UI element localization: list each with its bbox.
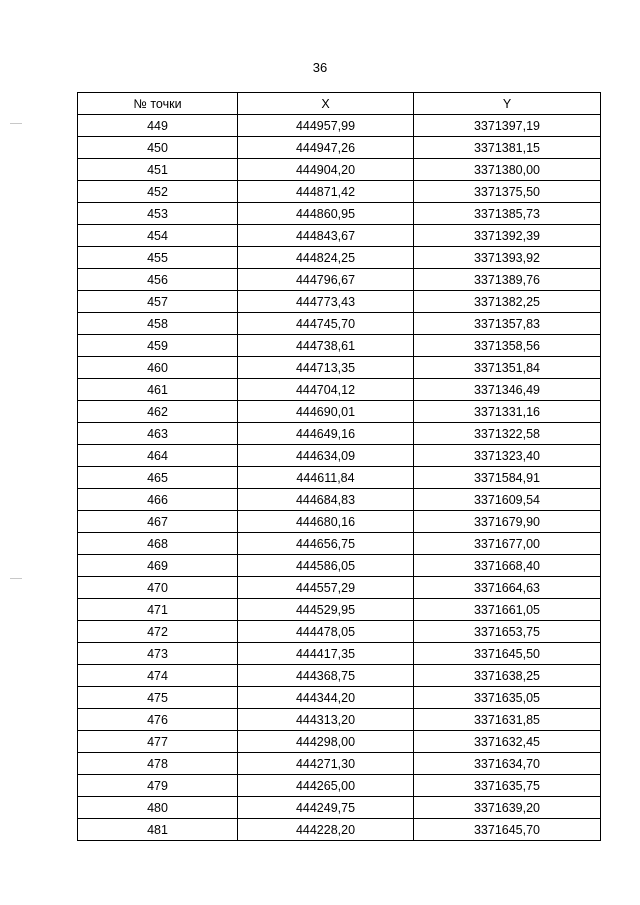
y-coordinate-cell: 3371639,20 [414, 797, 601, 819]
point-number-cell: 460 [78, 357, 238, 379]
table-row [78, 489, 601, 511]
point-number-cell: 467 [78, 511, 238, 533]
table-row [78, 423, 601, 445]
x-coordinate-cell: 444228,20 [238, 819, 414, 841]
y-coordinate-cell: 3371346,49 [414, 379, 601, 401]
y-coordinate-cell: 3371634,70 [414, 753, 601, 775]
table-row [78, 247, 601, 269]
x-coordinate-cell: 444344,20 [238, 687, 414, 709]
point-number-cell: 449 [78, 115, 238, 137]
point-number-cell: 466 [78, 489, 238, 511]
y-coordinate-cell: 3371358,56 [414, 335, 601, 357]
table-row [78, 731, 601, 753]
point-number-cell: 476 [78, 709, 238, 731]
x-coordinate-cell: 444417,35 [238, 643, 414, 665]
table-row [78, 313, 601, 335]
point-number-cell: 472 [78, 621, 238, 643]
point-number-cell: 481 [78, 819, 238, 841]
y-coordinate-cell: 3371664,63 [414, 577, 601, 599]
table-row [78, 643, 601, 665]
point-number-cell: 464 [78, 445, 238, 467]
y-coordinate-cell: 3371331,16 [414, 401, 601, 423]
x-coordinate-cell: 444843,67 [238, 225, 414, 247]
point-number-cell: 459 [78, 335, 238, 357]
y-coordinate-cell: 3371351,84 [414, 357, 601, 379]
y-coordinate-cell: 3371661,05 [414, 599, 601, 621]
table-header [78, 93, 601, 115]
table-row [78, 665, 601, 687]
x-coordinate-cell: 444649,16 [238, 423, 414, 445]
table-row [78, 445, 601, 467]
y-coordinate-cell: 3371392,39 [414, 225, 601, 247]
x-coordinate-cell: 444773,43 [238, 291, 414, 313]
point-number-cell: 462 [78, 401, 238, 423]
table-row [78, 511, 601, 533]
table-row [78, 775, 601, 797]
x-coordinate-cell: 444478,05 [238, 621, 414, 643]
y-coordinate-cell: 3371645,70 [414, 819, 601, 841]
x-coordinate-cell: 444824,25 [238, 247, 414, 269]
point-number-cell: 478 [78, 753, 238, 775]
x-coordinate-cell: 444738,61 [238, 335, 414, 357]
table-row [78, 819, 601, 841]
y-coordinate-cell: 3371645,50 [414, 643, 601, 665]
y-coordinate-cell: 3371380,00 [414, 159, 601, 181]
y-coordinate-cell: 3371609,54 [414, 489, 601, 511]
table-body [78, 115, 601, 841]
point-number-cell: 470 [78, 577, 238, 599]
point-number-cell: 455 [78, 247, 238, 269]
point-number-cell: 453 [78, 203, 238, 225]
table-row [78, 709, 601, 731]
point-number-cell: 452 [78, 181, 238, 203]
x-coordinate-cell: 444586,05 [238, 555, 414, 577]
point-number-cell: 450 [78, 137, 238, 159]
table-row [78, 401, 601, 423]
point-number-cell: 456 [78, 269, 238, 291]
x-coordinate-cell: 444656,75 [238, 533, 414, 555]
point-number-cell: 465 [78, 467, 238, 489]
x-coordinate-cell: 444271,30 [238, 753, 414, 775]
point-number-cell: 475 [78, 687, 238, 709]
y-coordinate-cell: 3371679,90 [414, 511, 601, 533]
y-coordinate-cell: 3371389,76 [414, 269, 601, 291]
table-row [78, 467, 601, 489]
point-number-cell: 477 [78, 731, 238, 753]
header-point-number: № точки [78, 93, 238, 115]
x-coordinate-cell: 444796,67 [238, 269, 414, 291]
point-number-cell: 469 [78, 555, 238, 577]
table-row [78, 269, 601, 291]
point-number-cell: 463 [78, 423, 238, 445]
y-coordinate-cell: 3371638,25 [414, 665, 601, 687]
y-coordinate-cell: 3371635,75 [414, 775, 601, 797]
point-number-cell: 474 [78, 665, 238, 687]
y-coordinate-cell: 3371323,40 [414, 445, 601, 467]
x-coordinate-cell: 444680,16 [238, 511, 414, 533]
x-coordinate-cell: 444557,29 [238, 577, 414, 599]
point-number-cell: 468 [78, 533, 238, 555]
x-coordinate-cell: 444684,83 [238, 489, 414, 511]
table-row [78, 181, 601, 203]
x-coordinate-cell: 444947,26 [238, 137, 414, 159]
page-number: 36 [312, 60, 328, 75]
y-coordinate-cell: 3371382,25 [414, 291, 601, 313]
table-row [78, 533, 601, 555]
x-coordinate-cell: 444529,95 [238, 599, 414, 621]
x-coordinate-cell: 444871,42 [238, 181, 414, 203]
y-coordinate-cell: 3371385,73 [414, 203, 601, 225]
x-coordinate-cell: 444690,01 [238, 401, 414, 423]
table-row [78, 577, 601, 599]
y-coordinate-cell: 3371668,40 [414, 555, 601, 577]
margin-mark-bottom [10, 578, 22, 579]
x-coordinate-cell: 444904,20 [238, 159, 414, 181]
point-number-cell: 471 [78, 599, 238, 621]
x-coordinate-cell: 444634,09 [238, 445, 414, 467]
table-row [78, 753, 601, 775]
point-number-cell: 451 [78, 159, 238, 181]
point-number-cell: 473 [78, 643, 238, 665]
x-coordinate-cell: 444860,95 [238, 203, 414, 225]
header-row [78, 93, 601, 115]
x-coordinate-cell: 444957,99 [238, 115, 414, 137]
table-row [78, 621, 601, 643]
table-row [78, 115, 601, 137]
y-coordinate-cell: 3371381,15 [414, 137, 601, 159]
point-number-cell: 457 [78, 291, 238, 313]
x-coordinate-cell: 444745,70 [238, 313, 414, 335]
coordinates-table [77, 92, 601, 841]
x-coordinate-cell: 444249,75 [238, 797, 414, 819]
table-row [78, 555, 601, 577]
x-coordinate-cell: 444265,00 [238, 775, 414, 797]
y-coordinate-cell: 3371375,50 [414, 181, 601, 203]
header-x: X [238, 93, 414, 115]
table-row [78, 687, 601, 709]
x-coordinate-cell: 444298,00 [238, 731, 414, 753]
table-row [78, 137, 601, 159]
x-coordinate-cell: 444704,12 [238, 379, 414, 401]
margin-mark-top [10, 123, 22, 124]
y-coordinate-cell: 3371635,05 [414, 687, 601, 709]
point-number-cell: 458 [78, 313, 238, 335]
x-coordinate-cell: 444368,75 [238, 665, 414, 687]
point-number-cell: 480 [78, 797, 238, 819]
table-row [78, 225, 601, 247]
table-row [78, 379, 601, 401]
y-coordinate-cell: 3371397,19 [414, 115, 601, 137]
x-coordinate-cell: 444313,20 [238, 709, 414, 731]
table-row [78, 357, 601, 379]
table-row [78, 599, 601, 621]
y-coordinate-cell: 3371631,85 [414, 709, 601, 731]
point-number-cell: 479 [78, 775, 238, 797]
y-coordinate-cell: 3371632,45 [414, 731, 601, 753]
y-coordinate-cell: 3371322,58 [414, 423, 601, 445]
table-row [78, 797, 601, 819]
y-coordinate-cell: 3371393,92 [414, 247, 601, 269]
y-coordinate-cell: 3371653,75 [414, 621, 601, 643]
y-coordinate-cell: 3371357,83 [414, 313, 601, 335]
y-coordinate-cell: 3371584,91 [414, 467, 601, 489]
point-number-cell: 461 [78, 379, 238, 401]
table-row [78, 159, 601, 181]
header-y: Y [414, 93, 601, 115]
table-row [78, 335, 601, 357]
x-coordinate-cell: 444713,35 [238, 357, 414, 379]
y-coordinate-cell: 3371677,00 [414, 533, 601, 555]
point-number-cell: 454 [78, 225, 238, 247]
x-coordinate-cell: 444611,84 [238, 467, 414, 489]
table-row [78, 291, 601, 313]
table-row [78, 203, 601, 225]
